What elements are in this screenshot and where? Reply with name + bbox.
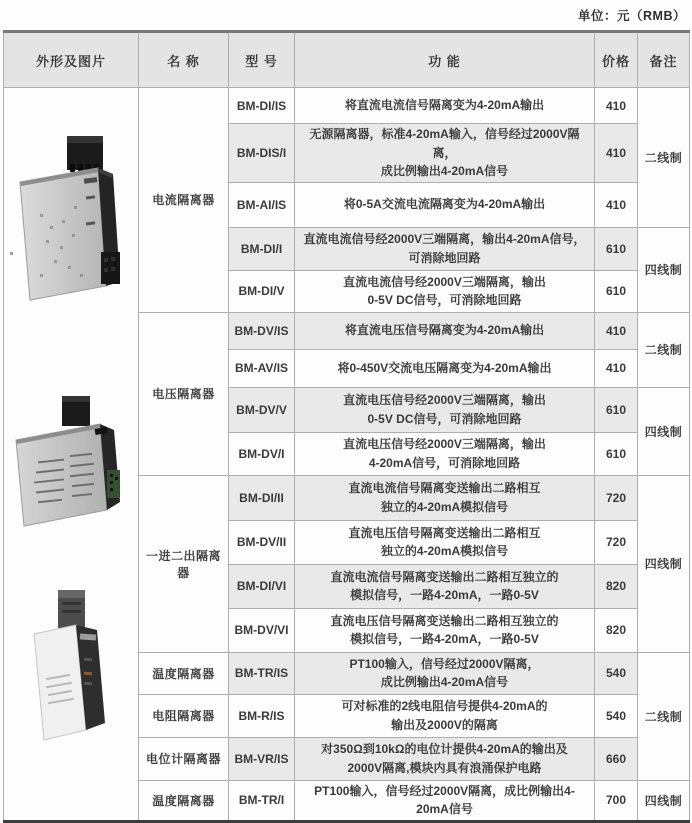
model-cell: BM-DI/II: [229, 475, 295, 520]
col-header-name: 名 称: [139, 32, 229, 88]
price-cell: 820: [595, 608, 638, 652]
price-cell: 410: [595, 182, 638, 227]
header-row: [4, 32, 690, 88]
col-header-image: 外形及图片: [4, 32, 139, 88]
function-cell: 直流电流信号经2000V三端隔离，输出4-20mA信号， 可消除地回路: [295, 227, 595, 270]
model-cell: BM-AV/IS: [229, 349, 295, 387]
model-cell: BM-DIS/I: [229, 124, 295, 183]
remark-cell: 二线制: [638, 312, 690, 387]
model-cell: BM-DV/II: [229, 520, 295, 564]
model-cell: BM-DI/V: [229, 270, 295, 312]
function-cell: 无源隔离器，标准4-20mA输入，信号经过2000V隔离， 成比例输出4-20mA信号: [295, 124, 595, 183]
model-cell: BM-DV/I: [229, 432, 295, 475]
price-cell: 410: [595, 349, 638, 387]
function-cell: 直流电流信号经2000V三端隔离，输出 0-5V DC信号，可消除地回路: [295, 270, 595, 312]
remark-cell: 四线制: [638, 780, 690, 821]
price-cell: 610: [595, 270, 638, 312]
model-cell: BM-AI/IS: [229, 182, 295, 227]
col-header-model: 型 号: [229, 32, 295, 88]
model-cell: BM-TR/I: [229, 780, 295, 821]
col-header-price: 价格: [595, 32, 638, 88]
function-cell: 将0-450V交流电压隔离变为4-20mA输出: [295, 349, 595, 387]
name-cell-one-in-two-out-isolator: 一进二出隔离器: [139, 475, 229, 652]
col-header-remark: 备注: [638, 32, 690, 88]
function-cell: 将0-5A交流电流隔离变为4-20mA输出: [295, 182, 595, 227]
remark-cell: 二线制: [638, 88, 690, 228]
function-cell: 直流电压信号隔离变送输出二路相互 独立的4-20mA模拟信号: [295, 520, 595, 564]
function-cell: 可对标准的2线电阻信号提供4-20mA的 输出及2000V的隔离: [295, 694, 595, 737]
function-cell: 直流电压信号隔离变送输出二路相互独立的 模拟信号，一路4-20mA，一路0-5V: [295, 608, 595, 652]
price-cell: 700: [595, 780, 638, 821]
model-cell: BM-VR/IS: [229, 737, 295, 780]
name-cell-voltage-isolator: 电压隔离器: [139, 312, 229, 475]
product-photo-isolator-tall-icon: [10, 134, 128, 310]
price-cell: 660: [595, 737, 638, 780]
table-row: [4, 88, 690, 124]
name-cell-resistance-isolator: 电阻隔离器: [139, 694, 229, 737]
price-cell: 410: [595, 312, 638, 349]
function-cell: PT100输入，信号经过2000V隔离， 成比例输出4-20mA信号: [295, 652, 595, 694]
model-cell: BM-R/IS: [229, 694, 295, 737]
function-cell: 对350Ω到10kΩ的电位计提供4-20mA的输出及 2000V隔离,模块内具有浪涌保护电路: [295, 737, 595, 780]
price-cell: 720: [595, 475, 638, 520]
price-cell: 540: [595, 652, 638, 694]
remark-cell: 四线制: [638, 475, 690, 652]
name-cell-potentiometer-isolator: 电位计隔离器: [139, 737, 229, 780]
function-cell: 直流电压信号经2000V三端隔离，输出 0-5V DC信号，可消除地回路: [295, 387, 595, 432]
price-cell: 610: [595, 432, 638, 475]
product-photo-isolator-dark-panel-icon: [18, 588, 118, 740]
function-cell: 直流电流信号隔离变送输出二路相互独立的 模拟信号，一路4-20mA，一路0-5V: [295, 564, 595, 608]
price-cell: 820: [595, 564, 638, 608]
remark-cell: 四线制: [638, 387, 690, 475]
col-header-function: 功 能: [295, 32, 595, 88]
price-cell: 410: [595, 88, 638, 124]
product-photo-isolator-wide-icon: [10, 394, 128, 534]
model-cell: BM-DI/VI: [229, 564, 295, 608]
name-cell-temperature-isolator: 温度隔离器: [139, 652, 229, 694]
function-cell: 直流电压信号经2000V三端隔离，输出 4-20mA信号，可消除地回路: [295, 432, 595, 475]
model-cell: BM-DV/V: [229, 387, 295, 432]
model-cell: BM-DV/VI: [229, 608, 295, 652]
price-cell: 540: [595, 694, 638, 737]
name-cell-temperature-isolator-2: 温度隔离器: [139, 780, 229, 821]
unit-label: 单位：元（RMB）: [578, 9, 686, 23]
function-cell: PT100输入，信号经过2000V隔离，成比例输出4-20mA信号: [295, 780, 595, 821]
price-cell: 610: [595, 387, 638, 432]
model-cell: BM-DI/IS: [229, 88, 295, 124]
product-photos-cell: [4, 88, 139, 822]
price-cell: 410: [595, 124, 638, 183]
name-cell-current-isolator: 电流隔离器: [139, 88, 229, 313]
remark-cell: 二线制: [638, 652, 690, 780]
price-cell: 610: [595, 227, 638, 270]
remark-cell: 四线制: [638, 227, 690, 312]
function-cell: 将直流电流信号隔离变为4-20mA输出: [295, 88, 595, 124]
price-cell: 720: [595, 520, 638, 564]
model-cell: BM-DV/IS: [229, 312, 295, 349]
model-cell: BM-DI/I: [229, 227, 295, 270]
function-cell: 直流电流信号隔离变送输出二路相互 独立的4-20mA模拟信号: [295, 475, 595, 520]
product-photos: [4, 88, 138, 801]
function-cell: 将直流电压信号隔离变为4-20mA输出: [295, 312, 595, 349]
product-price-table: [3, 30, 690, 823]
model-cell: BM-TR/IS: [229, 652, 295, 694]
